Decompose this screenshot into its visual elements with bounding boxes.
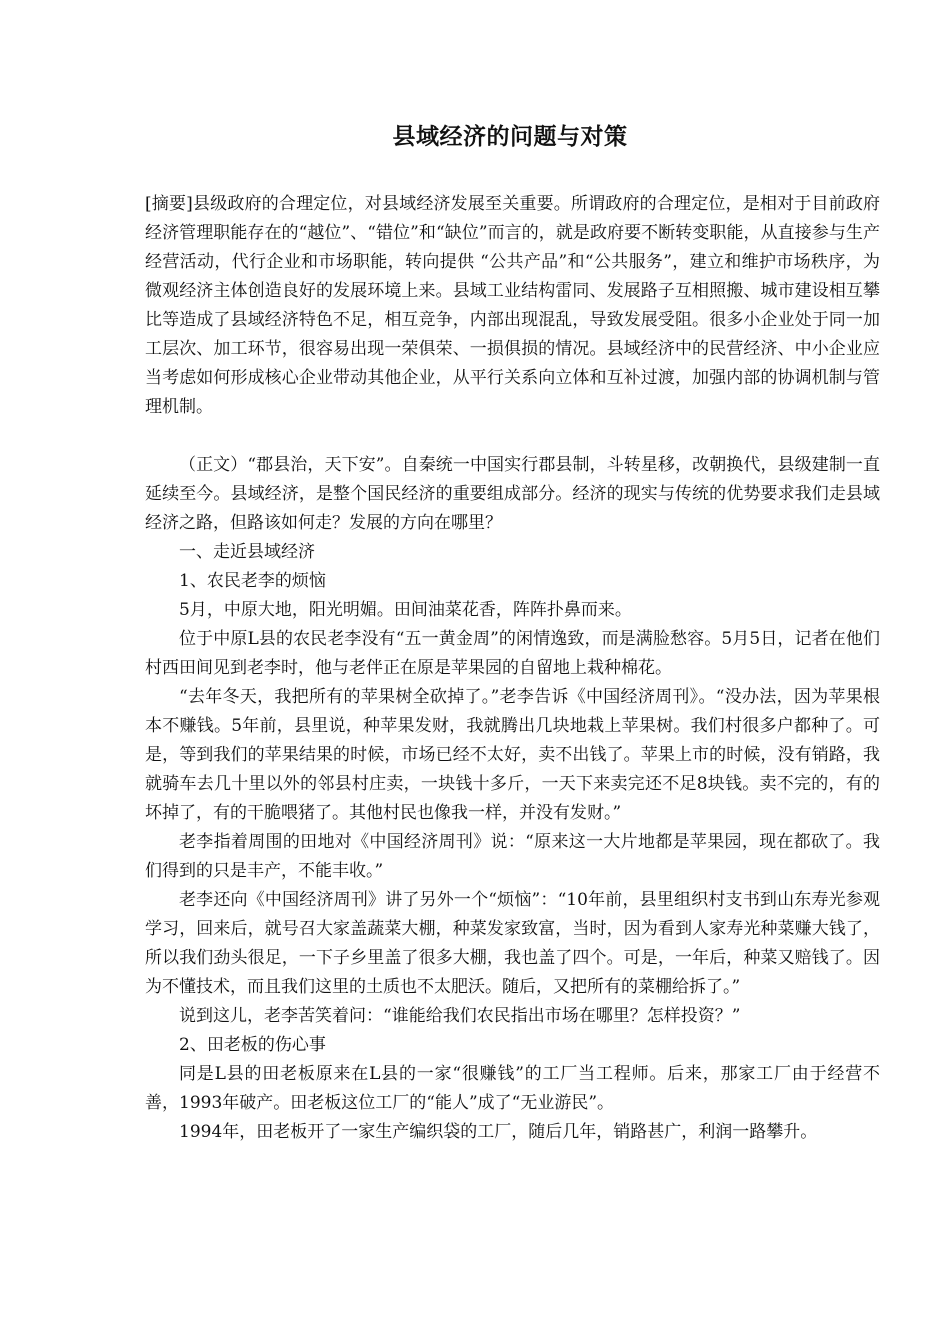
body-paragraph: 1994年，田老板开了一家生产编织袋的工厂，随后几年，销路甚广，利润一路攀升。 bbox=[179, 1122, 818, 1142]
body-paragraph: 5月，中原大地，阳光明媚。田间油菜花香，阵阵扑鼻而来。 bbox=[179, 600, 632, 620]
subsection-heading: 1、农民老李的烦恼 bbox=[179, 571, 326, 591]
body-paragraph: 同是L县的田老板原来在L县的一家“很赚钱”的工厂当工程师。后来，那家工厂由于经营不善，1993年破产。田老板这位工厂的“能人”成了“无业游民”。 bbox=[145, 1064, 880, 1113]
section-heading: 一、走近县域经济 bbox=[179, 542, 315, 562]
body-paragraph: “去年冬天，我把所有的苹果树全砍掉了。”老李告诉《中国经济周刊》。“没办法，因为苹果根本不赚钱。5年前，县里说，种苹果发财，我就腾出几块地栽上苹果树。我们村很多户都种了。可是，等到我们的苹果结果的时候，市场已经不太好，卖不出钱了。苹果上市的时候，没有销路，我就骑车去几十里以外的邻县村庄卖，一块钱十多斤，一天下来卖完还不足8块钱。卖不完的，有的坏掉了，有的干脆喂猪了。其他村民也像我一样，并没有发财。” bbox=[145, 687, 880, 823]
abstract-paragraph: [摘要]县级政府的合理定位，对县域经济发展至关重要。所谓政府的合理定位，是相对于目前政府经济管理职能存在的“越位”、“错位”和“缺位”而言的，就是政府要不断转变职能，从直接参与生产经营活动，代行企业和市场职能，转向提供 “公共产品”和“公共服务”，建立和维护市场秩序，为微观经济主体创造良好的发展环境上来。县域工业结构雷同、发展路子互相照搬、城市建设相互攀比等造成了县域经济特色不足，相互竞争，内部出现混乱，导致发展受阻。很多小企业处于同一加工层次、加工环节，很容易出现一荣俱荣、一损俱损的情况。县域经济中的民营经济、中小企业应当考虑如何形成核心企业带动其他企业，从平行关系向立体和互补过渡，加强内部的协调机制与管理机制。 bbox=[145, 194, 880, 417]
body-paragraph: 位于中原L县的农民老李没有“五一黄金周”的闲情逸致，而是满脸愁容。5月5日，记者在他们村西田间见到老李时，他与老伴正在原是苹果园的自留地上栽种棉花。 bbox=[145, 629, 880, 678]
document-title: 县域经济的问题与对策 bbox=[392, 123, 628, 150]
body-paragraph: （正文）“郡县治，天下安”。自秦统一中国实行郡县制，斗转星移，改朝换代，县级建制一直延续至今。县域经济，是整个国民经济的重要组成部分。经济的现实与传统的优势要求我们走县域经济之路，但路该如何走？发展的方向在哪里？ bbox=[145, 455, 880, 533]
body-paragraph: 说到这儿，老李苦笑着问：“谁能给我们农民指出市场在哪里？怎样投资？” bbox=[179, 1006, 741, 1026]
body-paragraph: 老李还向《中国经济周刊》讲了另外一个“烦恼”：“10年前，县里组织村支书到山东寿光参观学习，回来后，就号召大家盖蔬菜大棚，种菜发家致富，当时，因为看到人家寿光种菜赚大钱了，所以我们劲头很足，一下子乡里盖了很多大棚，我也盖了四个。可是，一年后，种菜又赔钱了。因为不懂技术，而且我们这里的土质也不太肥沃。随后，又把所有的菜棚给拆了。” bbox=[145, 890, 880, 997]
body-paragraph: 老李指着周围的田地对《中国经济周刊》说：“原来这一大片地都是苹果园，现在都砍了。我们得到的只是丰产，不能丰收。” bbox=[145, 832, 880, 881]
document-body bbox=[145, 190, 880, 1147]
subsection-heading: 2、田老板的伤心事 bbox=[179, 1035, 326, 1055]
